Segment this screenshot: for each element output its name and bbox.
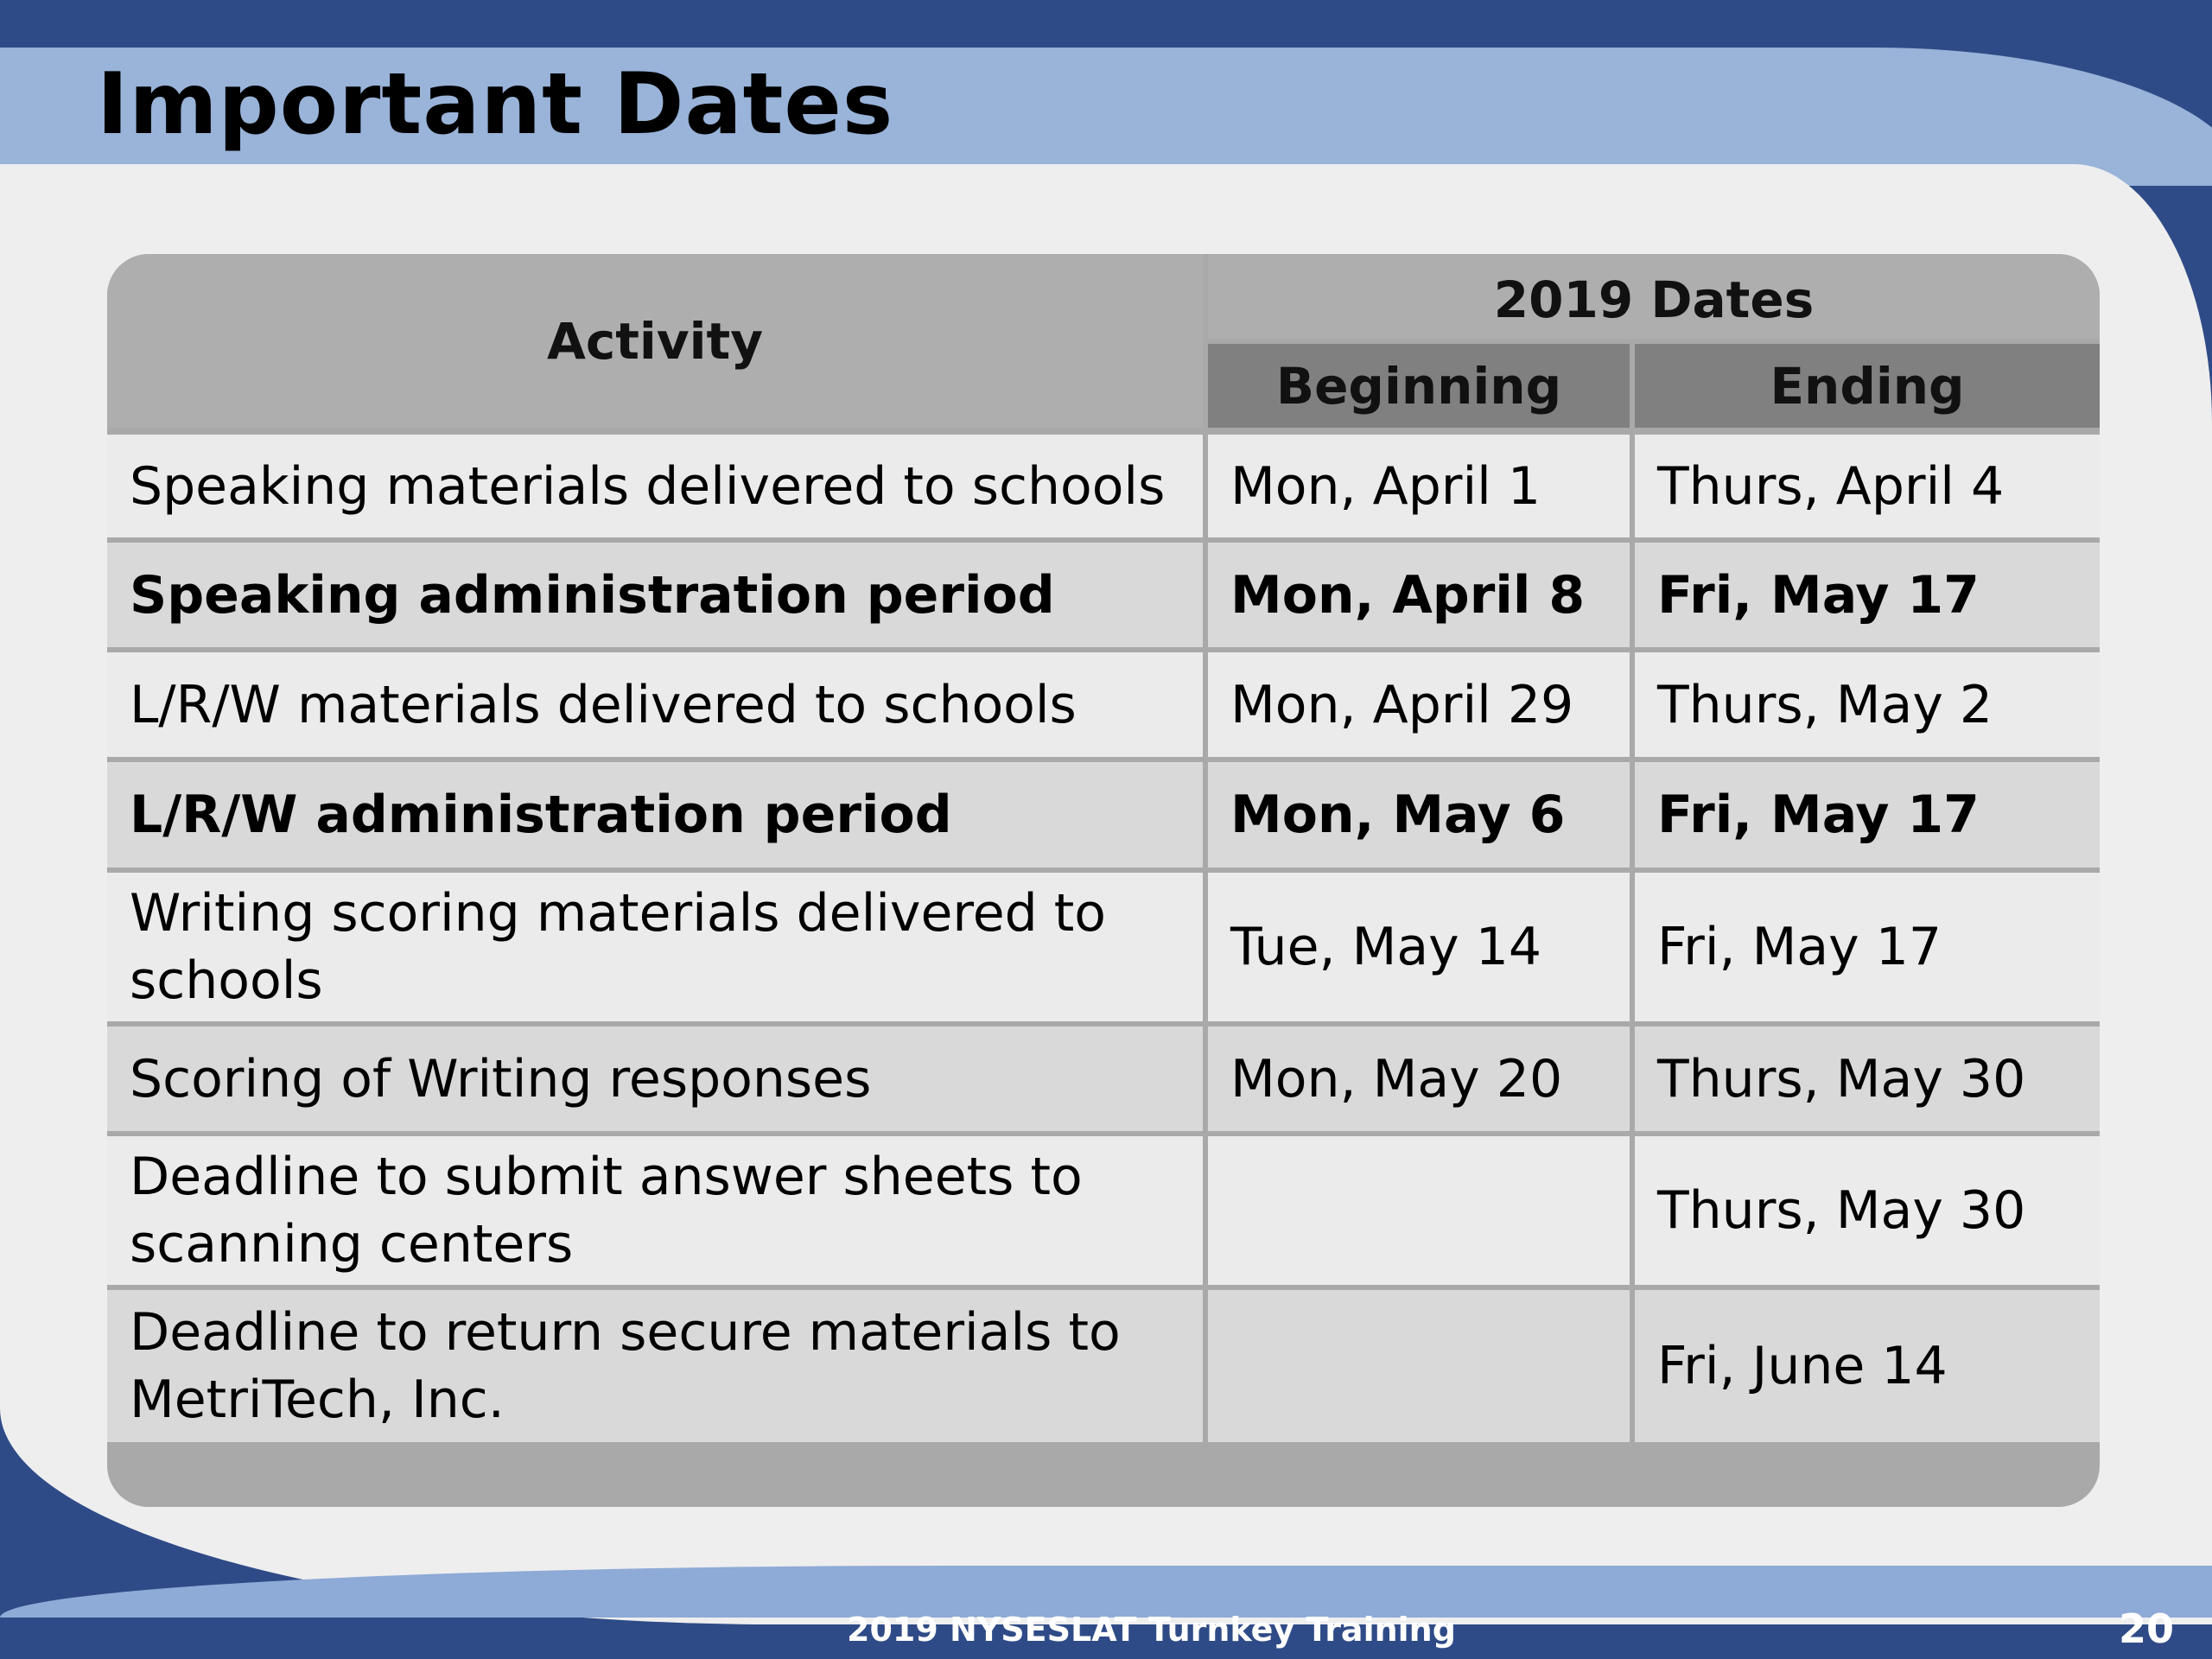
- page-number: 20: [2118, 1605, 2174, 1652]
- table-row-ending: Thurs, May 30: [1635, 1136, 2100, 1285]
- table-row-ending: Thurs, May 2: [1635, 652, 2100, 757]
- table-row-beginning: Mon, April 8: [1208, 543, 1630, 647]
- table-row-activity: Deadline to return secure materials to MetriTech, Inc.: [107, 1290, 1203, 1442]
- table-row-activity: Scoring of Writing responses: [107, 1027, 1203, 1131]
- dates-header: 2019 Dates: [1208, 254, 2100, 339]
- table-row-ending: Fri, May 17: [1635, 543, 2100, 647]
- table-row-activity: L/R/W materials delivered to schools: [107, 652, 1203, 757]
- table-row-beginning: Mon, April 29: [1208, 652, 1630, 757]
- table-row-ending: Thurs, May 30: [1635, 1027, 2100, 1131]
- dates-table: [107, 254, 2100, 1507]
- table-row-beginning: Mon, May 20: [1208, 1027, 1630, 1131]
- table-row-activity: Speaking materials delivered to schools: [107, 435, 1203, 537]
- ending-header: Ending: [1635, 344, 2100, 428]
- table-row-ending: Thurs, April 4: [1635, 435, 2100, 537]
- table-row-activity: Deadline to submit answer sheets to scanning centers: [107, 1136, 1203, 1285]
- table-row-beginning: Mon, April 1: [1208, 435, 1630, 537]
- activity-header: Activity: [107, 254, 1203, 428]
- slide-title: Important Dates: [97, 55, 894, 154]
- table-row-ending: Fri, June 14: [1635, 1290, 2100, 1442]
- table-row-beginning: [1208, 1136, 1630, 1285]
- table-row-ending: Fri, May 17: [1635, 762, 2100, 868]
- table-row-beginning: Tue, May 14: [1208, 873, 1630, 1021]
- table-row-activity: Writing scoring materials delivered to schools: [107, 873, 1203, 1021]
- table-row-ending: Fri, May 17: [1635, 873, 2100, 1021]
- beginning-header: Beginning: [1208, 344, 1630, 428]
- footer-text: 2019 NYSESLAT Turnkey Training: [847, 1611, 1456, 1649]
- table-row-beginning: [1208, 1290, 1630, 1442]
- table-row-activity: L/R/W administration period: [107, 762, 1203, 868]
- table-row-beginning: Mon, May 6: [1208, 762, 1630, 868]
- table-row-activity: Speaking administration period: [107, 543, 1203, 647]
